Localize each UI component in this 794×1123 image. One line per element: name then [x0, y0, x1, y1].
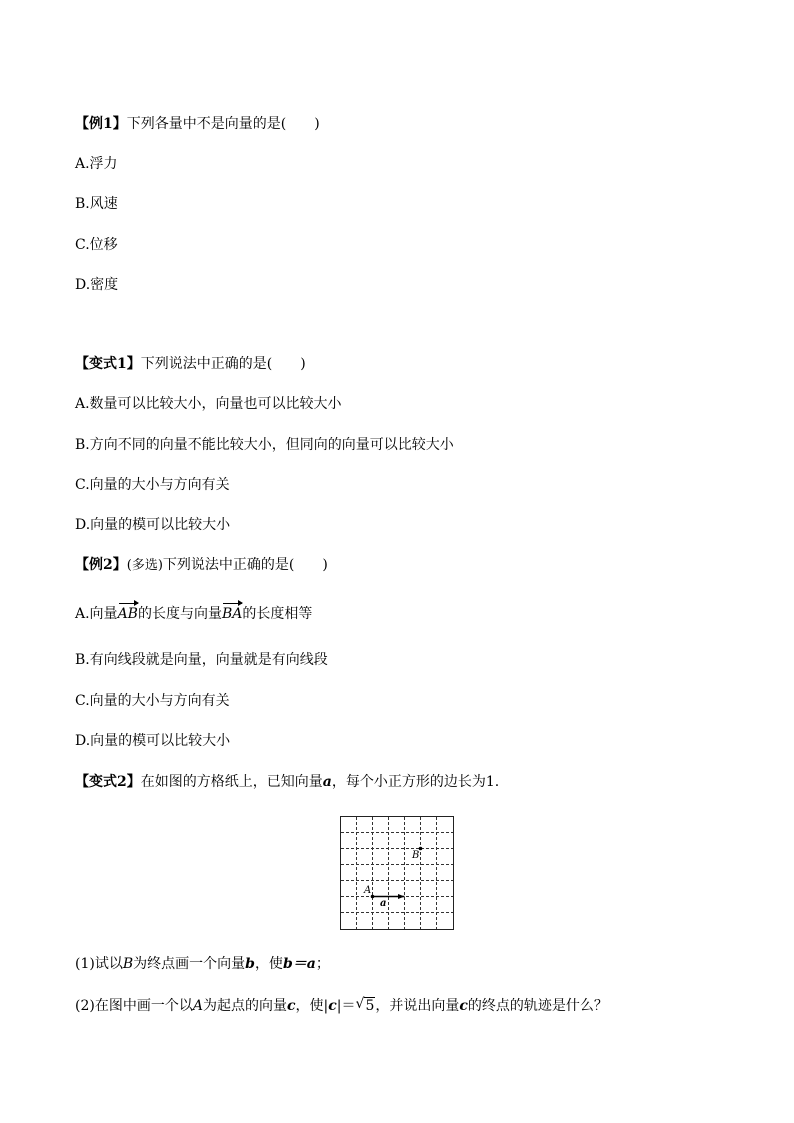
grid-dashed-lines [341, 817, 453, 929]
q2-text-4: |＝ [336, 998, 356, 1014]
example-1-option-a: A.浮力 [75, 156, 118, 172]
point-a-dot [371, 895, 375, 899]
variant-1-option-c: C.向量的大小与方向有关 [75, 477, 230, 493]
example-1-option-c: C.位移 [75, 237, 118, 253]
example-1-option-b: B.风速 [75, 196, 118, 212]
variant-2-intro-1: 在如图的方格纸上，已知向量 [140, 774, 323, 790]
example-1-question-text: 下列各量中不是向量的是( ) [126, 116, 320, 132]
point-b-label: B [412, 850, 420, 861]
example-2-option-c: C.向量的大小与方向有关 [75, 693, 230, 709]
q2-vector-c: c [286, 998, 296, 1014]
variant-1-question-text: 下列说法中正确的是( ) [140, 356, 306, 372]
q2-text-6: 的终点的轨迹是什么？ [467, 998, 608, 1014]
q2-text-2: 为起点的向量 [202, 998, 287, 1014]
example-1-option-d: D.密度 [75, 277, 119, 293]
q2-point-a: A [192, 998, 203, 1014]
q2-vector-c-2: c [459, 998, 468, 1014]
q2-text-1: (2)在图中画一个以 [75, 998, 193, 1014]
example-2-question-text: 下列说法中正确的是( ) [162, 557, 328, 573]
grid-figure [340, 816, 454, 930]
q1-text-3: ，使 [254, 956, 283, 972]
variant-1-question [75, 355, 306, 373]
point-a-label: A [364, 885, 372, 896]
sqrt-5: √ 5 [355, 996, 375, 1014]
example-2-question [75, 556, 328, 575]
q1-text-1: (1)试以 [75, 956, 123, 972]
vector-ab: AB [117, 606, 138, 622]
example-1-tag: 【例1】 [75, 116, 127, 132]
option-a-text-2: 的长度与向量 [137, 606, 222, 622]
example-1-question [75, 115, 320, 133]
vector-a: a [322, 774, 332, 790]
variant-1-option-d: D.向量的模可以比较大小 [75, 517, 231, 533]
q2-text-3: ，使| [295, 998, 329, 1014]
variant-1-option-a: A.数量可以比较大小，向量也可以比较大小 [75, 396, 342, 412]
variant-2-subquestion-1 [75, 955, 330, 973]
q2-text-5: ，并说出向量 [375, 998, 460, 1014]
variant-1-option-b: B.方向不同的向量不能比较大小，但同向的向量可以比较大小 [75, 437, 454, 453]
q1-text-4: ； [315, 956, 330, 972]
q1-point-b: B [122, 956, 134, 972]
q1-equation: b＝a [282, 956, 316, 972]
variant-2-intro-2: ，每个小正方形的边长为1. [331, 774, 500, 790]
q1-text-2: 为终点画一个向量 [133, 956, 246, 972]
example-2-tag: 【例2】 [75, 557, 127, 573]
option-a-text-3: 的长度相等 [242, 606, 313, 622]
vector-a-arrowhead [398, 894, 405, 899]
sqrt-radicand: 5 [365, 998, 375, 1014]
example-2-option-a [75, 605, 312, 623]
vector-ba: BA [221, 606, 243, 622]
example-2-multi-choice: (多选) [126, 558, 163, 573]
q2-vector-c-magnitude: c [328, 998, 337, 1014]
q1-vector-b: b [245, 956, 255, 972]
example-2-option-b: B.有向线段就是向量，向量就是有向线段 [75, 652, 328, 668]
example-2-option-d: D.向量的模可以比较大小 [75, 733, 231, 749]
variant-1-tag: 【变式1】 [75, 356, 141, 372]
variant-2-tag: 【变式2】 [75, 774, 141, 790]
variant-2-question [75, 773, 499, 791]
vector-a-label: a [380, 898, 387, 909]
option-a-text-1: A.向量 [75, 606, 118, 622]
variant-2-subquestion-2 [75, 997, 608, 1015]
